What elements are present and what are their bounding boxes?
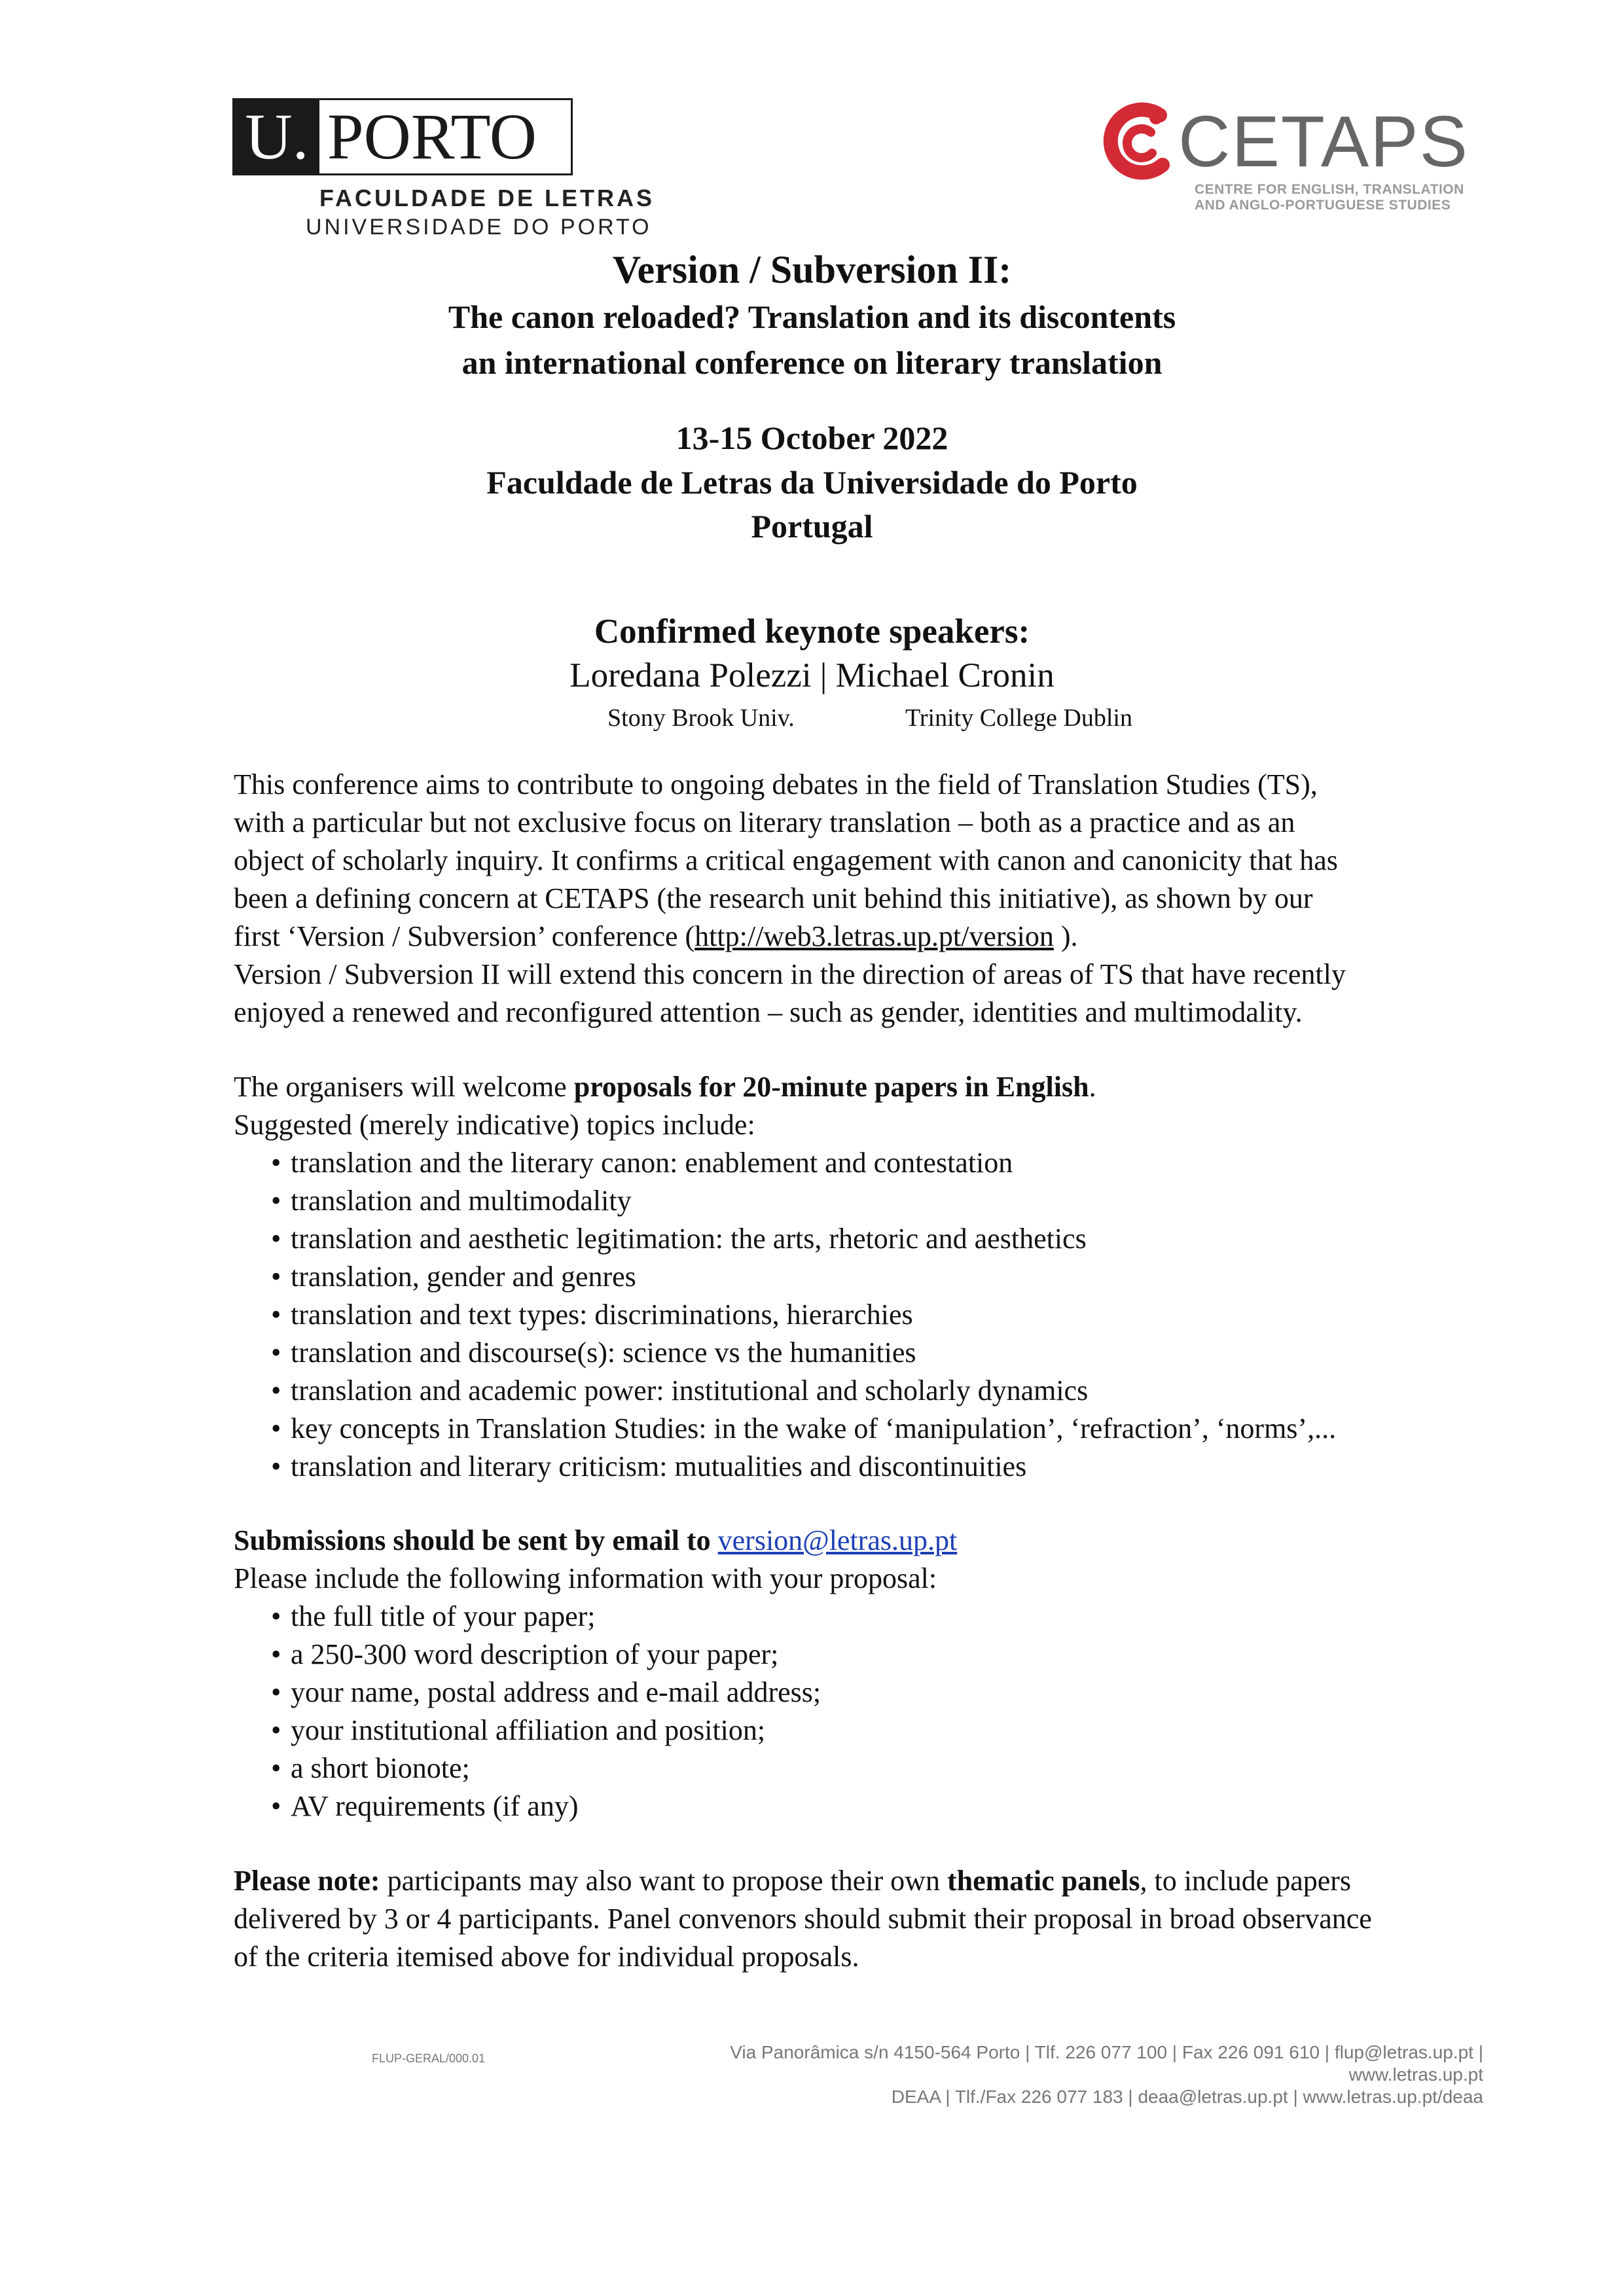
- topic-text: translation and discourse(s): science vs the humanities: [291, 1336, 916, 1369]
- list-item: [234, 1182, 1556, 1220]
- cetaps-swirl-icon: [1100, 98, 1178, 190]
- intro-line: been a defining concern at CETAPS (the research unit behind this initiative), as shown by our: [234, 882, 1313, 914]
- topic-text: translation, gender and genres: [291, 1261, 636, 1293]
- note-paragraph: [234, 1862, 1556, 1976]
- cetaps-subtitle-line1: CENTRE FOR ENGLISH, TRANSLATION: [1195, 182, 1464, 197]
- submission-email-link[interactable]: version@letras.up.pt: [717, 1524, 958, 1556]
- intro-line: Version / Subversion II will extend this concern in the direction of areas of TS that have recently: [234, 958, 1346, 990]
- bullet-icon: •: [271, 1299, 281, 1331]
- requirement-text: your institutional affiliation and position;: [291, 1714, 766, 1746]
- submissions-include: Please include the following information with your proposal:: [234, 1562, 937, 1594]
- footer-address: Via Panorâmica s/n 4150-564 Porto | Tlf. 226 077 100 | Fax 226 091 610 | flup@letras.up.pt |: [730, 2042, 1483, 2062]
- topics-section: [234, 1068, 1556, 1486]
- requirement-text: the full title of your paper;: [291, 1600, 596, 1632]
- topics-lead-text: The organisers will welcome: [234, 1071, 574, 1103]
- bullet-icon: •: [271, 1450, 281, 1482]
- intro-line: object of scholarly inquiry. It confirms a critical engagement with canon and canonicity that has: [234, 844, 1338, 876]
- conference-venue: Faculdade de Letras da Universidade do Porto: [486, 464, 1138, 501]
- requirement-text: a short bionote;: [291, 1752, 470, 1784]
- bullet-icon: •: [271, 1412, 281, 1444]
- conference-country: Portugal: [751, 508, 873, 545]
- requirement-text: your name, postal address and e-mail address;: [291, 1676, 821, 1708]
- list-item: [234, 1674, 1556, 1712]
- keynote-speakers: Loredana Polezzi | Michael Cronin: [569, 656, 1055, 694]
- uporto-logo-u: U.: [234, 100, 319, 173]
- keynote-affiliation-1: Stony Brook Univ.: [607, 704, 795, 732]
- topic-text: translation and text types: discriminations, hierarchies: [291, 1299, 913, 1331]
- note-text: participants may also want to propose their own: [380, 1865, 947, 1897]
- intro-text: first ‘Version / Subversion’ conference (: [234, 920, 695, 952]
- topic-text: translation and multimodality: [291, 1185, 632, 1217]
- topics-lead: [234, 1068, 1556, 1106]
- keynote-affiliation-2: Trinity College Dublin: [905, 704, 1132, 732]
- list-item: [234, 1636, 1556, 1674]
- topics-list: [234, 1144, 1556, 1486]
- intro-text: ).: [1053, 920, 1078, 952]
- note-line: [234, 1862, 1556, 1900]
- topic-text: translation and the literary canon: enablement and contestation: [291, 1147, 1013, 1179]
- bullet-icon: •: [271, 1147, 281, 1179]
- conference-date: 13-15 October 2022: [676, 420, 948, 456]
- bullet-icon: •: [271, 1790, 281, 1822]
- footer-deaa-contact: DEAA | Tlf./Fax 226 077 183 | deaa@letras.up.pt | www.letras.up.pt/deaa: [891, 2087, 1483, 2107]
- bullet-icon: •: [271, 1752, 281, 1784]
- bullet-icon: •: [271, 1374, 281, 1407]
- list-item: [234, 1448, 1556, 1486]
- uporto-logo: [232, 98, 655, 242]
- bullet-icon: •: [271, 1336, 281, 1369]
- list-item: [234, 1372, 1556, 1410]
- submissions-lead: [234, 1522, 1556, 1560]
- note-bold-panels: thematic panels: [947, 1865, 1140, 1897]
- list-item: [234, 1144, 1556, 1182]
- keynote-heading: Confirmed keynote speakers:: [594, 613, 1030, 651]
- topics-suggested: Suggested (merely indicative) topics include:: [234, 1109, 755, 1141]
- intro-line: [234, 918, 1556, 956]
- topics-lead-end: .: [1089, 1071, 1096, 1103]
- uporto-logo-box: [232, 98, 573, 175]
- conference-subtitle: The canon reloaded? Translation and its discontents: [448, 298, 1176, 335]
- topic-text: key concepts in Translation Studies: in the wake of ‘manipulation’, ‘refraction’, ‘norms’,...: [291, 1412, 1337, 1444]
- uporto-logo-word: PORTO: [327, 100, 537, 173]
- note-label: Please note:: [234, 1865, 380, 1897]
- topic-text: translation and aesthetic legitimation: the arts, rhetoric and aesthetics: [291, 1223, 1087, 1255]
- requirement-text: AV requirements (if any): [291, 1790, 579, 1822]
- conference-description: an international conference on literary translation: [461, 344, 1163, 381]
- bullet-icon: •: [271, 1600, 281, 1632]
- note-text: , to include papers: [1140, 1865, 1352, 1897]
- submissions-section: [234, 1522, 1556, 1825]
- footer-form-code: FLUP-GERAL/000.01: [372, 2052, 486, 2065]
- footer-website: www.letras.up.pt: [1348, 2064, 1483, 2085]
- list-item: [234, 1749, 1556, 1787]
- bullet-icon: •: [271, 1223, 281, 1255]
- bullet-icon: •: [271, 1261, 281, 1293]
- faculty-name: FACULDADE DE LETRAS: [319, 185, 655, 211]
- list-item: [234, 1598, 1556, 1636]
- bullet-icon: •: [271, 1714, 281, 1746]
- bullet-icon: •: [271, 1638, 281, 1670]
- version-website-link[interactable]: http://web3.letras.up.pt/version: [695, 920, 1054, 952]
- list-item: [234, 1787, 1556, 1825]
- bullet-icon: •: [271, 1676, 281, 1708]
- submissions-lead-bold: Submissions should be sent by email to: [234, 1524, 718, 1556]
- topic-text: translation and academic power: institutional and scholarly dynamics: [291, 1374, 1089, 1407]
- university-name: UNIVERSIDADE DO PORTO: [306, 215, 652, 240]
- cetaps-logo: [1100, 98, 1469, 216]
- note-line: of the criteria itemised above for individual proposals.: [234, 1941, 859, 1973]
- cetaps-wordmark: CETAPS: [1178, 101, 1469, 182]
- list-item: [234, 1334, 1556, 1372]
- submission-requirements-list: [234, 1598, 1556, 1825]
- intro-line: enjoyed a renewed and reconfigured attention – such as gender, identities and multimodality.: [234, 996, 1303, 1028]
- list-item: [234, 1220, 1556, 1258]
- list-item: [234, 1258, 1556, 1296]
- list-item: [234, 1712, 1556, 1749]
- conference-title: Version / Subversion II:: [612, 248, 1012, 291]
- topic-text: translation and literary criticism: mutualities and discontinuities: [291, 1450, 1027, 1482]
- bullet-icon: •: [271, 1185, 281, 1217]
- topics-lead-bold: proposals for 20-minute papers in English: [573, 1071, 1089, 1103]
- cetaps-subtitle-line2: AND ANGLO-PORTUGUESE STUDIES: [1195, 198, 1451, 213]
- intro-line: This conference aims to contribute to ongoing debates in the field of Translation Studies (TS),: [234, 768, 1318, 800]
- note-line: delivered by 3 or 4 participants. Panel convenors should submit their proposal in broad observance: [234, 1903, 1372, 1935]
- list-item: [234, 1410, 1556, 1448]
- intro-line: with a particular but not exclusive focus on literary translation – both as a practice and as an: [234, 806, 1295, 838]
- intro-paragraph: [234, 766, 1556, 1031]
- list-item: [234, 1296, 1556, 1334]
- requirement-text: a 250-300 word description of your paper;: [291, 1638, 779, 1670]
